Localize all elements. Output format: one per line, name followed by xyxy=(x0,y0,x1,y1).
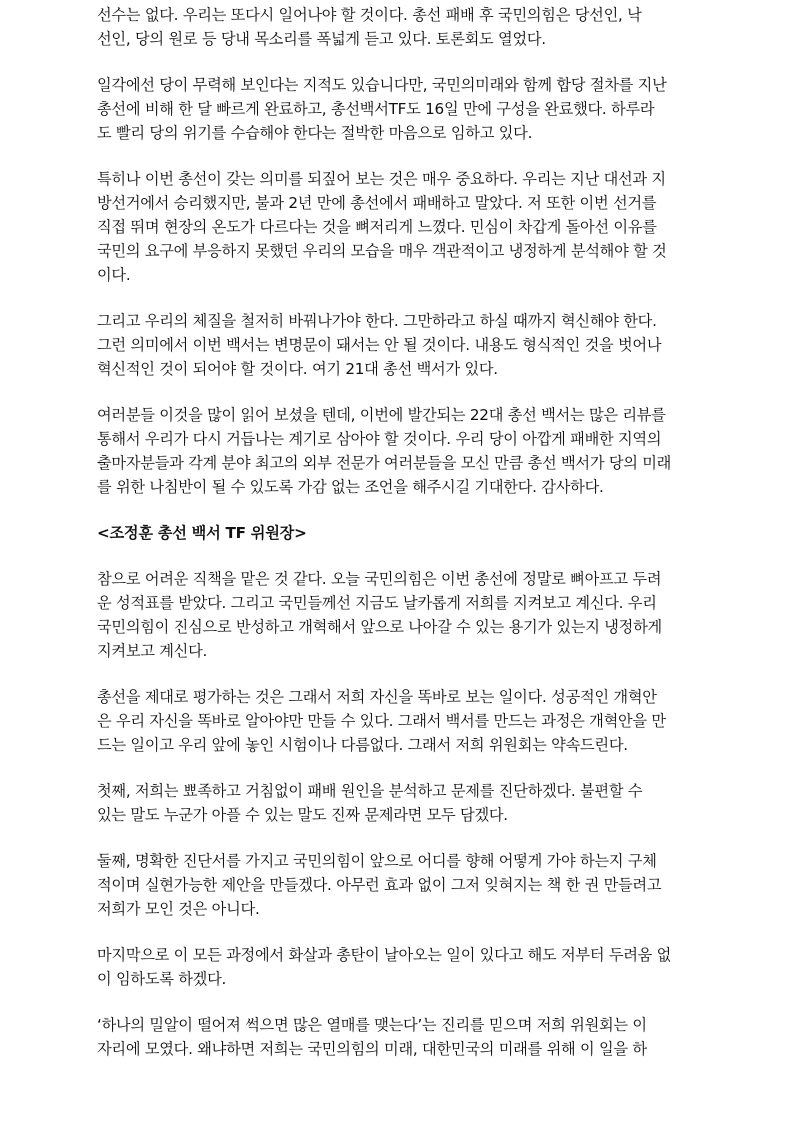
paragraph-p1 xyxy=(97,3,697,51)
paragraph-line: 있는 말도 누군가 아플 수 있는 말도 진짜 문제라면 모두 담겠다. xyxy=(97,806,508,824)
paragraph-p9 xyxy=(97,849,697,921)
paragraph-line: 통해서 우리가 다시 거듭나는 계기로 삼아야 할 것이다. 우리 당이 아깝게 패배한 지역의 xyxy=(97,430,662,448)
paragraph-line: 총선에 비해 한 달 빠르게 완료하고, 총선백서TF도 16일 만에 구성을 완료했다. 하루라 xyxy=(97,100,655,118)
paragraph-line: 도 빨리 당의 위기를 수습해야 한다는 절박한 마음으로 임하고 있다. xyxy=(97,124,533,142)
paragraph-line: 혁신적인 것이 되어야 할 것이다. 여기 21대 총선 백서가 있다. xyxy=(97,360,498,378)
paragraph-line: 총선을 제대로 평가하는 것은 그래서 저희 자신을 똑바로 보는 일이다. 성공적인 개혁안 xyxy=(97,688,657,706)
paragraph-spacer xyxy=(97,499,697,521)
paragraph-spacer xyxy=(97,921,697,943)
paragraph-line: 직접 뛰며 현장의 온도가 다르다는 것을 뼈저리게 느꼈다. 민심이 차갑게 돌아선 이유를 xyxy=(97,218,657,236)
paragraph-line: 특히나 이번 총선이 갖는 의미를 되짚어 보는 것은 매우 중요하다. 우리는 지난 대선과 지 xyxy=(97,170,666,188)
paragraph-spacer xyxy=(97,757,697,779)
paragraph-line: 적이며 실현가능한 제안을 만들겠다. 아무런 효과 없이 그저 잊혀지는 책 한 권 만들려고 xyxy=(97,876,662,894)
paragraph-line: 방선거에서 승리했지만, 불과 2년 만에 총선에서 패배하고 말았다. 저 또한 이번 선거를 xyxy=(97,194,657,212)
paragraph-line: 은 우리 자신을 똑바로 알아야만 만들 수 있다. 그래서 백서를 만드는 과정은 개혁안을 만 xyxy=(97,712,666,730)
paragraph-line: 저희가 모인 것은 아니다. xyxy=(97,900,260,918)
paragraph-spacer xyxy=(97,991,697,1013)
paragraph-spacer xyxy=(97,381,697,403)
paragraph-spacer xyxy=(97,827,697,849)
paragraph-line: 출마자분들과 각계 분야 최고의 외부 전문가 여러분들을 모신 만큼 총선 백서가 당의 미래 xyxy=(97,454,672,472)
paragraph-p5 xyxy=(97,403,697,499)
paragraph-spacer xyxy=(97,145,697,167)
paragraph-line: 국민의 요구에 부응하지 못했던 우리의 모습을 매우 객관적이고 냉정하게 분석해야 할 것 xyxy=(97,242,667,260)
paragraph-line: 를 위한 나침반이 될 수 있도록 가감 없는 조언을 해주시길 기대한다. 감사하다. xyxy=(97,478,604,496)
paragraph-line: 첫째, 저희는 뾰족하고 거침없이 패배 원인을 분석하고 문제를 진단하겠다. 불편할 수 xyxy=(97,782,643,800)
paragraph-line: 여러분들 이것을 많이 읽어 보셨을 텐데, 이번에 발간되는 22대 총선 백서는 많은 리뷰를 xyxy=(97,406,666,424)
paragraph-spacer xyxy=(97,287,697,309)
document-page xyxy=(97,3,697,1061)
paragraph-p4 xyxy=(97,309,697,381)
paragraph-p7 xyxy=(97,685,697,757)
heading-text: <조정훈 총선 백서 TF 위원장> xyxy=(97,524,307,542)
paragraph-p8 xyxy=(97,779,697,827)
paragraph-line: 선인, 당의 원로 등 당내 목소리를 폭넓게 듣고 있다. 토론회도 열었다. xyxy=(97,30,546,48)
paragraph-spacer xyxy=(97,51,697,73)
paragraph-line: 자리에 모였다. 왜냐하면 저희는 국민의힘의 미래, 대한민국의 미래를 위해 이 일을 하 xyxy=(97,1040,647,1058)
paragraph-line: 드는 일이고 우리 앞에 놓인 시험이나 다름없다. 그래서 저희 위원회는 약속드린다. xyxy=(97,736,628,754)
paragraph-line: 둘째, 명확한 진단서를 가지고 국민의힘이 앞으로 어디를 향해 어떻게 가야 하는지 구체 xyxy=(97,852,657,870)
paragraph-line: 참으로 어려운 직책을 맡은 것 같다. 오늘 국민의힘은 이번 총선에 정말로 뼈아프고 두려 xyxy=(97,570,662,588)
paragraph-line: 마지막으로 이 모든 과정에서 화살과 총탄이 날아오는 일이 있다고 해도 저부터 두려움 없 xyxy=(97,946,672,964)
paragraph-line: 이다. xyxy=(97,266,131,284)
paragraph-p11 xyxy=(97,1013,697,1061)
paragraph-line: 지켜보고 계신다. xyxy=(97,642,208,660)
paragraph-line: 그런 의미에서 이번 백서는 변명문이 돼서는 안 될 것이다. 내용도 형식적인 것을 벗어나 xyxy=(97,336,662,354)
section-heading xyxy=(97,521,697,545)
paragraph-p6 xyxy=(97,567,697,663)
paragraph-line: 이 임하도록 하겠다. xyxy=(97,970,227,988)
paragraph-spacer xyxy=(97,663,697,685)
paragraph-line: 운 성적표를 받았다. 그리고 국민들께선 지금도 날카롭게 저희를 지켜보고 계신다. 우리 xyxy=(97,594,657,612)
paragraph-spacer xyxy=(97,545,697,567)
paragraph-line: ‘하나의 밀알이 떨어져 썩으면 많은 열매를 맺는다’는 진리를 믿으며 저희 위원회는 이 xyxy=(97,1016,647,1034)
paragraph-p2 xyxy=(97,73,697,145)
paragraph-p3 xyxy=(97,167,697,287)
paragraph-p10 xyxy=(97,943,697,991)
paragraph-line: 일각에선 당이 무력해 보인다는 지적도 있습니다만, 국민의미래와 함께 합당 절차를 지난 xyxy=(97,76,667,94)
paragraph-line: 국민의힘이 진심으로 반성하고 개혁해서 앞으로 나아갈 수 있는 용기가 있는지 냉정하게 xyxy=(97,618,662,636)
paragraph-line: 선수는 없다. 우리는 또다시 일어나야 할 것이다. 총선 패배 후 국민의힘은 당선인, 낙 xyxy=(97,6,642,24)
paragraph-line: 그리고 우리의 체질을 철저히 바꿔나가야 한다. 그만하라고 하실 때까지 혁신해야 한다. xyxy=(97,312,657,330)
